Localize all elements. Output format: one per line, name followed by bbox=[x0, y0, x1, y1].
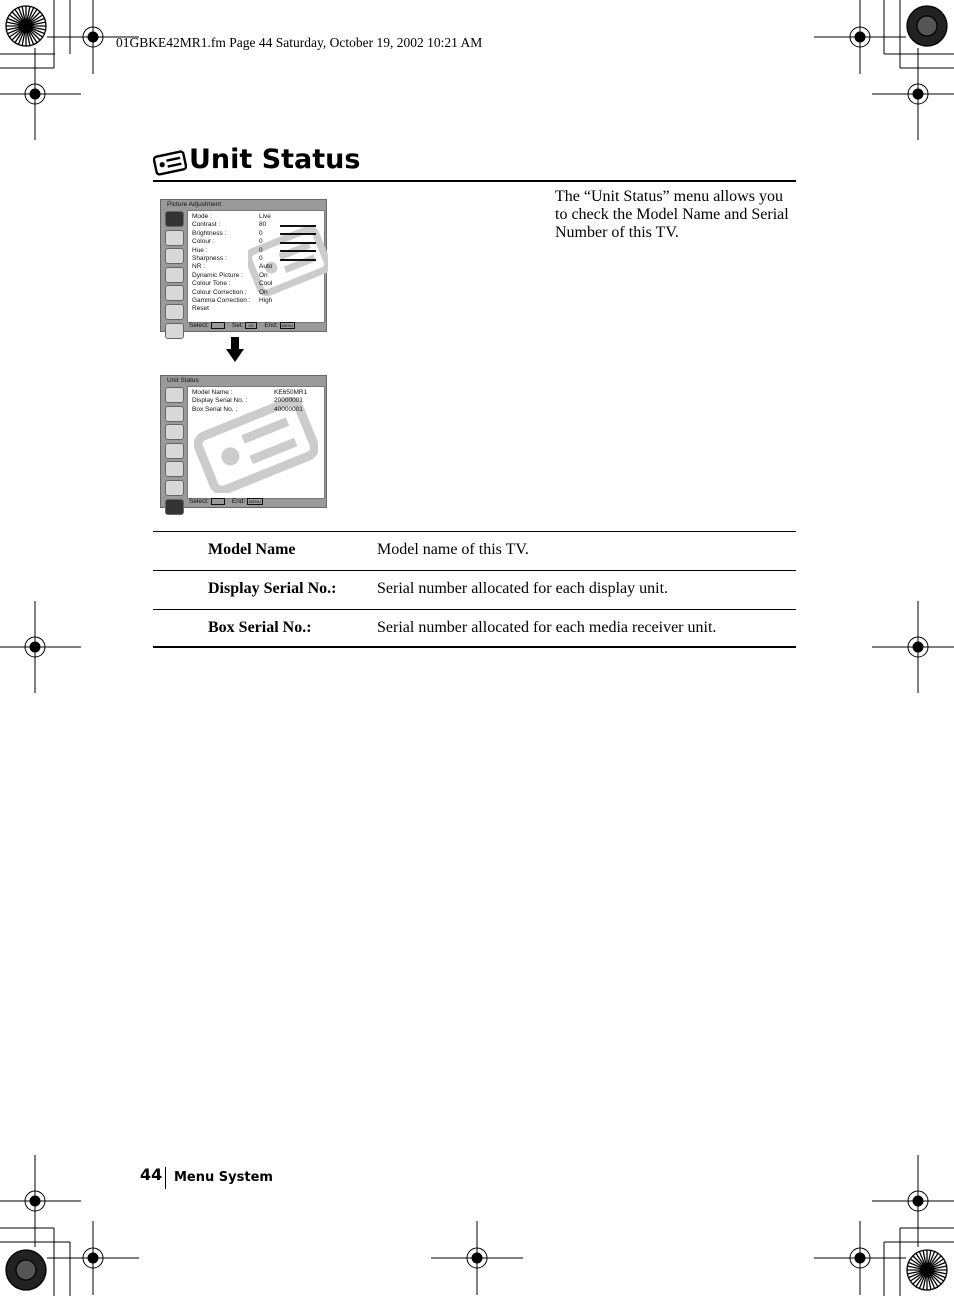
unit-status-icon bbox=[165, 499, 184, 515]
up-down-buttons-icon bbox=[211, 498, 225, 505]
page-number: 44 bbox=[140, 1165, 163, 1184]
osd-icon-column bbox=[164, 211, 185, 341]
select-label: Select: bbox=[189, 322, 209, 330]
osd-footer bbox=[189, 498, 263, 505]
end-label: End: bbox=[264, 322, 278, 330]
sound-icon bbox=[165, 406, 184, 422]
osd-row-value: Cool bbox=[259, 280, 273, 288]
osd-row-label: Box Serial No. : bbox=[192, 405, 238, 413]
osd-row-label: Display Serial No. : bbox=[192, 397, 248, 405]
osd-row-value: 0 bbox=[259, 255, 263, 262]
menu-button-icon: MENU bbox=[281, 323, 294, 328]
timer-icon bbox=[165, 480, 184, 496]
ok-button-icon: OK bbox=[245, 322, 257, 329]
osd-footer bbox=[189, 322, 295, 329]
osd-row-label: Model Name : bbox=[192, 389, 233, 396]
table-row bbox=[153, 531, 796, 570]
features-icon bbox=[165, 267, 184, 283]
osd-row-value: 80 bbox=[259, 221, 267, 229]
hue-slider-bar bbox=[280, 250, 316, 252]
colour-slider-bar bbox=[280, 242, 316, 244]
osd-row-label: Reset bbox=[192, 305, 209, 313]
table-row bbox=[153, 570, 796, 609]
file-info-header: 01GBKE42MR1.fm Page 44 Saturday, October 19, 2002 10:21 AM bbox=[116, 35, 483, 50]
osd-row-label: Colour Correction : bbox=[192, 288, 247, 296]
section-title-bar bbox=[153, 146, 796, 182]
unit-status-icon bbox=[165, 323, 184, 339]
osd-row-value: 20000001 bbox=[274, 397, 303, 405]
table-bottom-rule bbox=[153, 646, 796, 648]
table-term: Display Serial No.: bbox=[208, 580, 337, 597]
unit-status-icon bbox=[153, 150, 187, 176]
table-row bbox=[153, 609, 796, 648]
osd-panel bbox=[187, 210, 325, 323]
screen-icon bbox=[165, 424, 184, 440]
osd-row-value: On bbox=[259, 288, 268, 296]
osd-row-label: Dynamic Picture : bbox=[192, 271, 243, 279]
intro-paragraph: The “Unit Status” menu allows you to check the Model Name and Serial Number of this TV. bbox=[555, 188, 789, 241]
setup-icon bbox=[165, 285, 184, 301]
osd-row-label: Colour Tone : bbox=[192, 280, 231, 288]
osd-row-label: Hue : bbox=[192, 246, 208, 254]
osd-row-label: Contrast : bbox=[192, 221, 221, 229]
sound-icon bbox=[165, 230, 184, 246]
osd-panel bbox=[187, 386, 325, 499]
osd-row-value: 0 bbox=[259, 238, 263, 246]
contrast-slider-bar bbox=[280, 225, 316, 227]
set-label: Set: bbox=[231, 322, 244, 330]
footer-section-name: Menu System bbox=[174, 1170, 273, 1185]
osd-row-label: Sharpness : bbox=[192, 255, 227, 262]
sharpness-slider-bar bbox=[280, 259, 316, 261]
osd-title: Unit Status bbox=[167, 377, 199, 384]
osd-row-label: NR : bbox=[192, 263, 205, 271]
table-description: Serial number allocated for each media receiver unit. bbox=[377, 619, 717, 636]
picture-icon bbox=[165, 211, 184, 227]
osd-row-value: Auto bbox=[259, 263, 273, 271]
osd-row-value: 40000001 bbox=[274, 405, 303, 413]
select-label: Select: bbox=[189, 498, 209, 506]
osd-row-value: KE650MR1 bbox=[274, 389, 308, 396]
osd-row-label: Brightness : bbox=[192, 229, 227, 237]
osd-row-value: High bbox=[259, 297, 273, 304]
table-description: Serial number allocated for each display unit. bbox=[377, 580, 669, 597]
osd-title: Picture Adjustment bbox=[167, 201, 222, 208]
up-down-buttons-icon bbox=[211, 322, 225, 329]
table-term: Model Name bbox=[208, 541, 296, 558]
picture-icon bbox=[165, 387, 184, 403]
table-term: Box Serial No.: bbox=[208, 619, 312, 636]
features-icon bbox=[165, 443, 184, 459]
osd-row-value: Live bbox=[259, 213, 271, 220]
osd-row-value: On bbox=[259, 271, 268, 279]
setup-icon bbox=[165, 461, 184, 477]
down-arrow-icon bbox=[226, 337, 244, 362]
menu-button-icon: MENU bbox=[249, 499, 261, 504]
footer-divider bbox=[165, 1167, 166, 1189]
osd-row-value: 0 bbox=[259, 229, 263, 237]
definitions-table bbox=[153, 531, 796, 648]
timer-icon bbox=[165, 304, 184, 320]
screen-icon bbox=[165, 248, 184, 264]
osd-row-value: 0 bbox=[259, 246, 263, 254]
section-title: Unit Status bbox=[189, 144, 361, 175]
osd-row-label: Colour : bbox=[192, 238, 215, 246]
osd-row-label: Mode : bbox=[192, 213, 212, 220]
osd-icon-column bbox=[164, 387, 185, 517]
brightness-slider-bar bbox=[280, 233, 316, 235]
osd-picture-adjustment bbox=[160, 199, 327, 332]
osd-row-label: Gamma Correction : bbox=[192, 297, 251, 304]
table-description: Model name of this TV. bbox=[377, 541, 529, 558]
end-label: End: bbox=[231, 498, 246, 506]
osd-unit-status bbox=[160, 375, 327, 508]
